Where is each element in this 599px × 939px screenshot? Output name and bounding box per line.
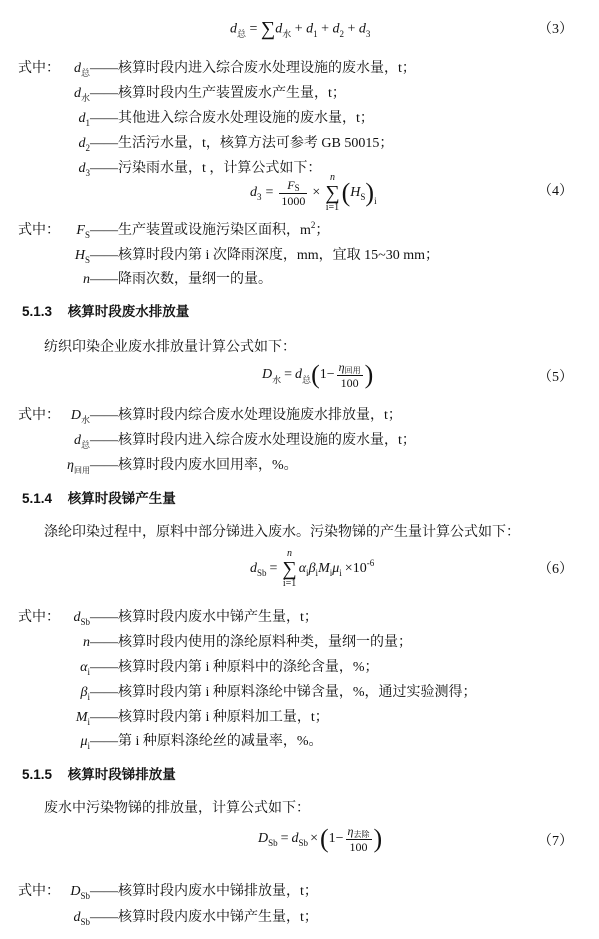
- eq4-num-sym: F: [287, 177, 295, 192]
- eq6-sum-top: n: [287, 548, 293, 559]
- defs3-sym-3: d: [78, 136, 86, 151]
- defs4-text-2: ——降雨次数，量纲一的量。: [90, 272, 272, 287]
- section-title-5-1-3: 核算时段废水排放量: [67, 304, 190, 319]
- eq4-lhs-sub: 3: [257, 192, 262, 202]
- eq5-lhs: D: [262, 367, 273, 382]
- defs3-sub-3: 2: [85, 143, 90, 153]
- defs4-sub-0: S: [84, 230, 90, 240]
- eq7-eta: η: [347, 823, 354, 838]
- section-heading-5-1-4: [22, 487, 176, 507]
- eq6-equals: =: [269, 561, 278, 576]
- eq6-beta: β: [308, 561, 316, 576]
- eq5-fraction: [337, 360, 363, 391]
- eq4-sum-top: n: [329, 172, 335, 183]
- eq7-one-minus: 1−: [328, 831, 344, 846]
- defs6-sym-0: d: [73, 610, 81, 625]
- eq6-exponent: -6: [366, 558, 375, 568]
- defs4-sym-0: F: [76, 223, 85, 238]
- defs5-prefix: 式中：: [18, 408, 60, 423]
- eq4-i: i: [374, 196, 377, 206]
- eq7-denominator: 100: [349, 839, 368, 854]
- eq6-alpha-i: i: [306, 568, 309, 578]
- defs4-text-1: ——核算时段内第 i 次降雨深度，mm，宜取 15~30 mm；: [90, 248, 440, 263]
- eq3-lhs: d: [230, 21, 237, 37]
- eq4-fraction: [279, 178, 307, 209]
- defs6-sub-2: i: [87, 667, 90, 677]
- paragraph-5-1-4: 涤纶印染过程中，原料中部分锑进入废水。污染物锑的产生量计算公式如下：: [44, 525, 520, 540]
- defs6-text-4: ——核算时段内第 i 种原料加工量，t；: [90, 710, 329, 725]
- defs6-sym-5: μ: [80, 734, 88, 749]
- defs4-sym-2: n: [83, 272, 90, 287]
- equation-5-number: （5）: [538, 370, 573, 385]
- defs5-sym-1: d: [73, 433, 81, 448]
- eq6-times: ×10: [344, 561, 367, 576]
- defs3-text-2: ——其他进入综合废水处理设施的废水量，t；: [90, 111, 374, 126]
- defs5-sub-2: 回用: [74, 466, 90, 475]
- defs3-text-3: ——生活污水量，t，核算方法可参考 GB 50015；: [90, 136, 394, 151]
- defs3-prefix: 式中：: [18, 61, 60, 76]
- defs7-row-1: [60, 906, 318, 926]
- equation-3-number: （3）: [538, 22, 573, 37]
- defs6-row-2: [60, 656, 379, 676]
- eq4-num-sub: S: [294, 182, 300, 193]
- eq7-lhs-sub: Sb: [268, 838, 278, 848]
- eq4-times: ×: [312, 185, 321, 200]
- defs3-sub-2: 1: [85, 118, 90, 128]
- eq5-numerator: [337, 360, 363, 376]
- eq4-equals: =: [265, 185, 274, 200]
- defs3-row-0: [18, 57, 416, 77]
- paragraph-5-1-3: 纺织印染企业废水排放量计算公式如下：: [44, 340, 296, 355]
- defs3-sym-2: d: [78, 111, 86, 126]
- eq6-sum-bottom: i=1: [282, 578, 297, 589]
- equation-7: [258, 818, 382, 860]
- eq3-lhs-sub: 总: [237, 28, 247, 39]
- eq4-sum-bottom: i=1: [325, 202, 340, 213]
- eq4-denominator: 1000: [281, 193, 306, 208]
- defs3-sym-1: d: [73, 86, 81, 101]
- defs6-sym-2: α: [80, 660, 88, 675]
- eq4-numerator: [279, 178, 307, 194]
- section-title-5-1-4: 核算时段锑产生量: [67, 491, 176, 506]
- eq3-d1: d: [306, 21, 314, 37]
- defs5-sym-2: η: [67, 458, 74, 473]
- defs6-sub-0: Sb: [80, 617, 90, 627]
- defs3-text-4: ——污染雨水量，t ，计算公式如下：: [90, 161, 322, 176]
- eq7-open-paren: (: [319, 824, 329, 853]
- defs7-sub-0: Sb: [80, 891, 90, 901]
- eq5-open-paren: (: [311, 360, 320, 389]
- section-heading-5-1-3: [22, 300, 189, 320]
- defs6-prefix: 式中：: [18, 610, 60, 625]
- defs5-sub-0: 水: [80, 415, 90, 425]
- defs4-sub-1: S: [84, 255, 90, 265]
- eq6-lhs: d: [250, 561, 257, 576]
- section-title-5-1-5: 核算时段锑排放量: [67, 767, 176, 782]
- eq3-sigma: ∑: [260, 18, 276, 40]
- defs3-text-0: ——核算时段内进入综合废水处理设施的废水量，t；: [90, 61, 416, 76]
- eq4-lhs: d: [250, 185, 257, 200]
- defs3-row-2: [60, 107, 374, 127]
- equation-5: [262, 355, 373, 395]
- eq4-sum: [325, 173, 339, 213]
- defs4-sym-1: H: [74, 248, 85, 263]
- defs4-row-0: [18, 219, 329, 239]
- eq7-fraction: [346, 824, 372, 855]
- eq3-d3-sub: 3: [365, 28, 371, 39]
- eq7-d-sub: Sb: [298, 838, 309, 848]
- defs6-sym-1: n: [83, 635, 90, 650]
- eq6-m-i: i: [329, 568, 333, 578]
- section-number-5-1-3: 5.1.3: [22, 304, 53, 319]
- section-number-5-1-5: 5.1.5: [22, 767, 53, 782]
- eq4-close-paren: ): [365, 178, 375, 207]
- eq7-numerator: [346, 824, 372, 840]
- defs6-text-2: ——核算时段内第 i 种原料中的涤纶含量，%；: [90, 660, 379, 675]
- eq6-alpha: α: [298, 561, 307, 576]
- defs4-sup-0: 2: [310, 220, 316, 230]
- defs6-sub-5: i: [87, 741, 90, 751]
- eq5-lhs-sub: 水: [272, 374, 282, 385]
- defs6-sub-3: i: [87, 692, 90, 702]
- defs7-row-0: [18, 880, 318, 900]
- eq5-equals: =: [284, 367, 293, 382]
- defs3-sym-0: d: [73, 61, 81, 76]
- defs5-text-2: ——核算时段内废水回用率，%。: [90, 458, 298, 473]
- eq5-eta-sub: 回用: [344, 365, 361, 375]
- eq3-rhs-sym: d: [275, 21, 283, 37]
- equation-3: [230, 18, 370, 41]
- eq4-h-sub: S: [360, 192, 366, 202]
- section-heading-5-1-5: [22, 763, 176, 783]
- eq4-sum-symbol: ∑: [325, 182, 340, 204]
- eq5-d: d: [295, 367, 303, 382]
- defs6-sym-4: M: [75, 710, 88, 725]
- eq7-eta-sub: 去除: [353, 829, 370, 839]
- eq4-h: H: [350, 185, 361, 200]
- defs4-tail-0: ；: [315, 223, 330, 238]
- defs3-text-1: ——核算时段内生产装置废水产生量，t；: [90, 86, 346, 101]
- eq7-close-paren: ): [373, 824, 383, 853]
- defs6-row-1: [60, 631, 412, 651]
- defs6-text-5: ——第 i 种原料涤纶丝的减量率，%。: [90, 734, 323, 749]
- defs7-text-1: ——核算时段内废水中锑产生量，t；: [90, 910, 318, 925]
- eq6-sum: [282, 549, 296, 589]
- defs6-text-3: ——核算时段内第 i 种原料涤纶中锑含量，%，通过实验测得；: [90, 685, 477, 700]
- defs7-sym-0: D: [70, 884, 81, 899]
- defs6-text-1: ——核算时段内使用的涤纶原料种类，量纲一的量；: [90, 635, 412, 650]
- defs4-row-2: [60, 268, 272, 288]
- defs6-row-4: [60, 706, 329, 726]
- defs7-sym-1: d: [73, 910, 81, 925]
- eq7-equals: =: [280, 831, 289, 846]
- equation-6: [250, 545, 374, 593]
- defs5-text-1: ——核算时段内进入综合废水处理设施的废水量，t；: [90, 433, 416, 448]
- defs3-sub-4: 3: [85, 168, 90, 178]
- defs6-sym-3: β: [80, 685, 88, 700]
- paragraph-5-1-5: 废水中污染物锑的排放量，计算公式如下：: [44, 801, 310, 816]
- defs3-sym-4: d: [78, 161, 86, 176]
- eq3-d2-sub: 2: [339, 28, 345, 39]
- defs6-row-0: [18, 606, 318, 626]
- defs3-row-3: [60, 132, 393, 152]
- eq7-lhs: D: [258, 831, 269, 846]
- defs6-row-3: [60, 681, 477, 701]
- eq3-d2: d: [332, 21, 340, 37]
- equation-6-number: （6）: [538, 562, 573, 577]
- eq3-equals: =: [249, 21, 258, 37]
- defs3-sub-1: 水: [80, 93, 90, 103]
- eq5-one-minus: 1−: [319, 367, 335, 382]
- equation-4: [250, 170, 377, 216]
- eq3-plus-1: +: [294, 21, 303, 37]
- eq7-d: d: [291, 831, 299, 846]
- eq5-denominator: 100: [340, 375, 359, 390]
- equation-7-number: （7）: [538, 834, 573, 849]
- defs6-row-5: [60, 730, 323, 750]
- eq6-mu-i: i: [339, 568, 342, 578]
- eq6-sum-symbol: ∑: [282, 558, 297, 580]
- defs7-text-0: ——核算时段内废水中锑排放量，t；: [90, 884, 318, 899]
- eq7-times: ×: [310, 831, 318, 846]
- eq6-m: M: [318, 561, 330, 576]
- defs5-sub-1: 总: [80, 440, 90, 450]
- eq5-d-sub: 总: [302, 374, 312, 385]
- defs5-row-1: [60, 429, 416, 449]
- defs4-text-0: ——生产装置或设施污染区面积，m: [90, 223, 311, 238]
- defs5-sym-0: D: [70, 408, 81, 423]
- defs7-prefix: 式中：: [18, 884, 60, 899]
- eq3-plus-2: +: [321, 21, 330, 37]
- defs5-text-0: ——核算时段内综合废水处理设施废水排放量，t；: [90, 408, 402, 423]
- defs4-prefix: 式中：: [18, 223, 60, 238]
- eq6-beta-i: i: [315, 568, 319, 578]
- eq3-plus-3: +: [347, 21, 356, 37]
- defs6-text-0: ——核算时段内废水中锑产生量，t；: [90, 610, 318, 625]
- defs6-sub-4: i: [87, 717, 90, 727]
- eq3-rhs-sub: 水: [282, 28, 292, 39]
- defs3-row-1: [60, 82, 346, 102]
- eq5-close-paren: ): [364, 360, 374, 389]
- eq6-mu: μ: [332, 561, 340, 576]
- eq4-open-paren: (: [341, 178, 351, 207]
- eq3-d3: d: [358, 21, 366, 37]
- eq6-lhs-sub: Sb: [257, 568, 267, 578]
- equation-4-number: （4）: [538, 184, 573, 199]
- eq3-d1-sub: 1: [313, 28, 318, 39]
- defs5-row-0: [18, 404, 402, 424]
- defs3-sub-0: 总: [80, 68, 90, 78]
- defs5-row-2: [52, 454, 298, 474]
- defs4-row-1: [60, 244, 439, 264]
- section-number-5-1-4: 5.1.4: [22, 491, 53, 506]
- defs7-sub-1: Sb: [80, 917, 90, 927]
- eq5-eta: η: [338, 359, 345, 374]
